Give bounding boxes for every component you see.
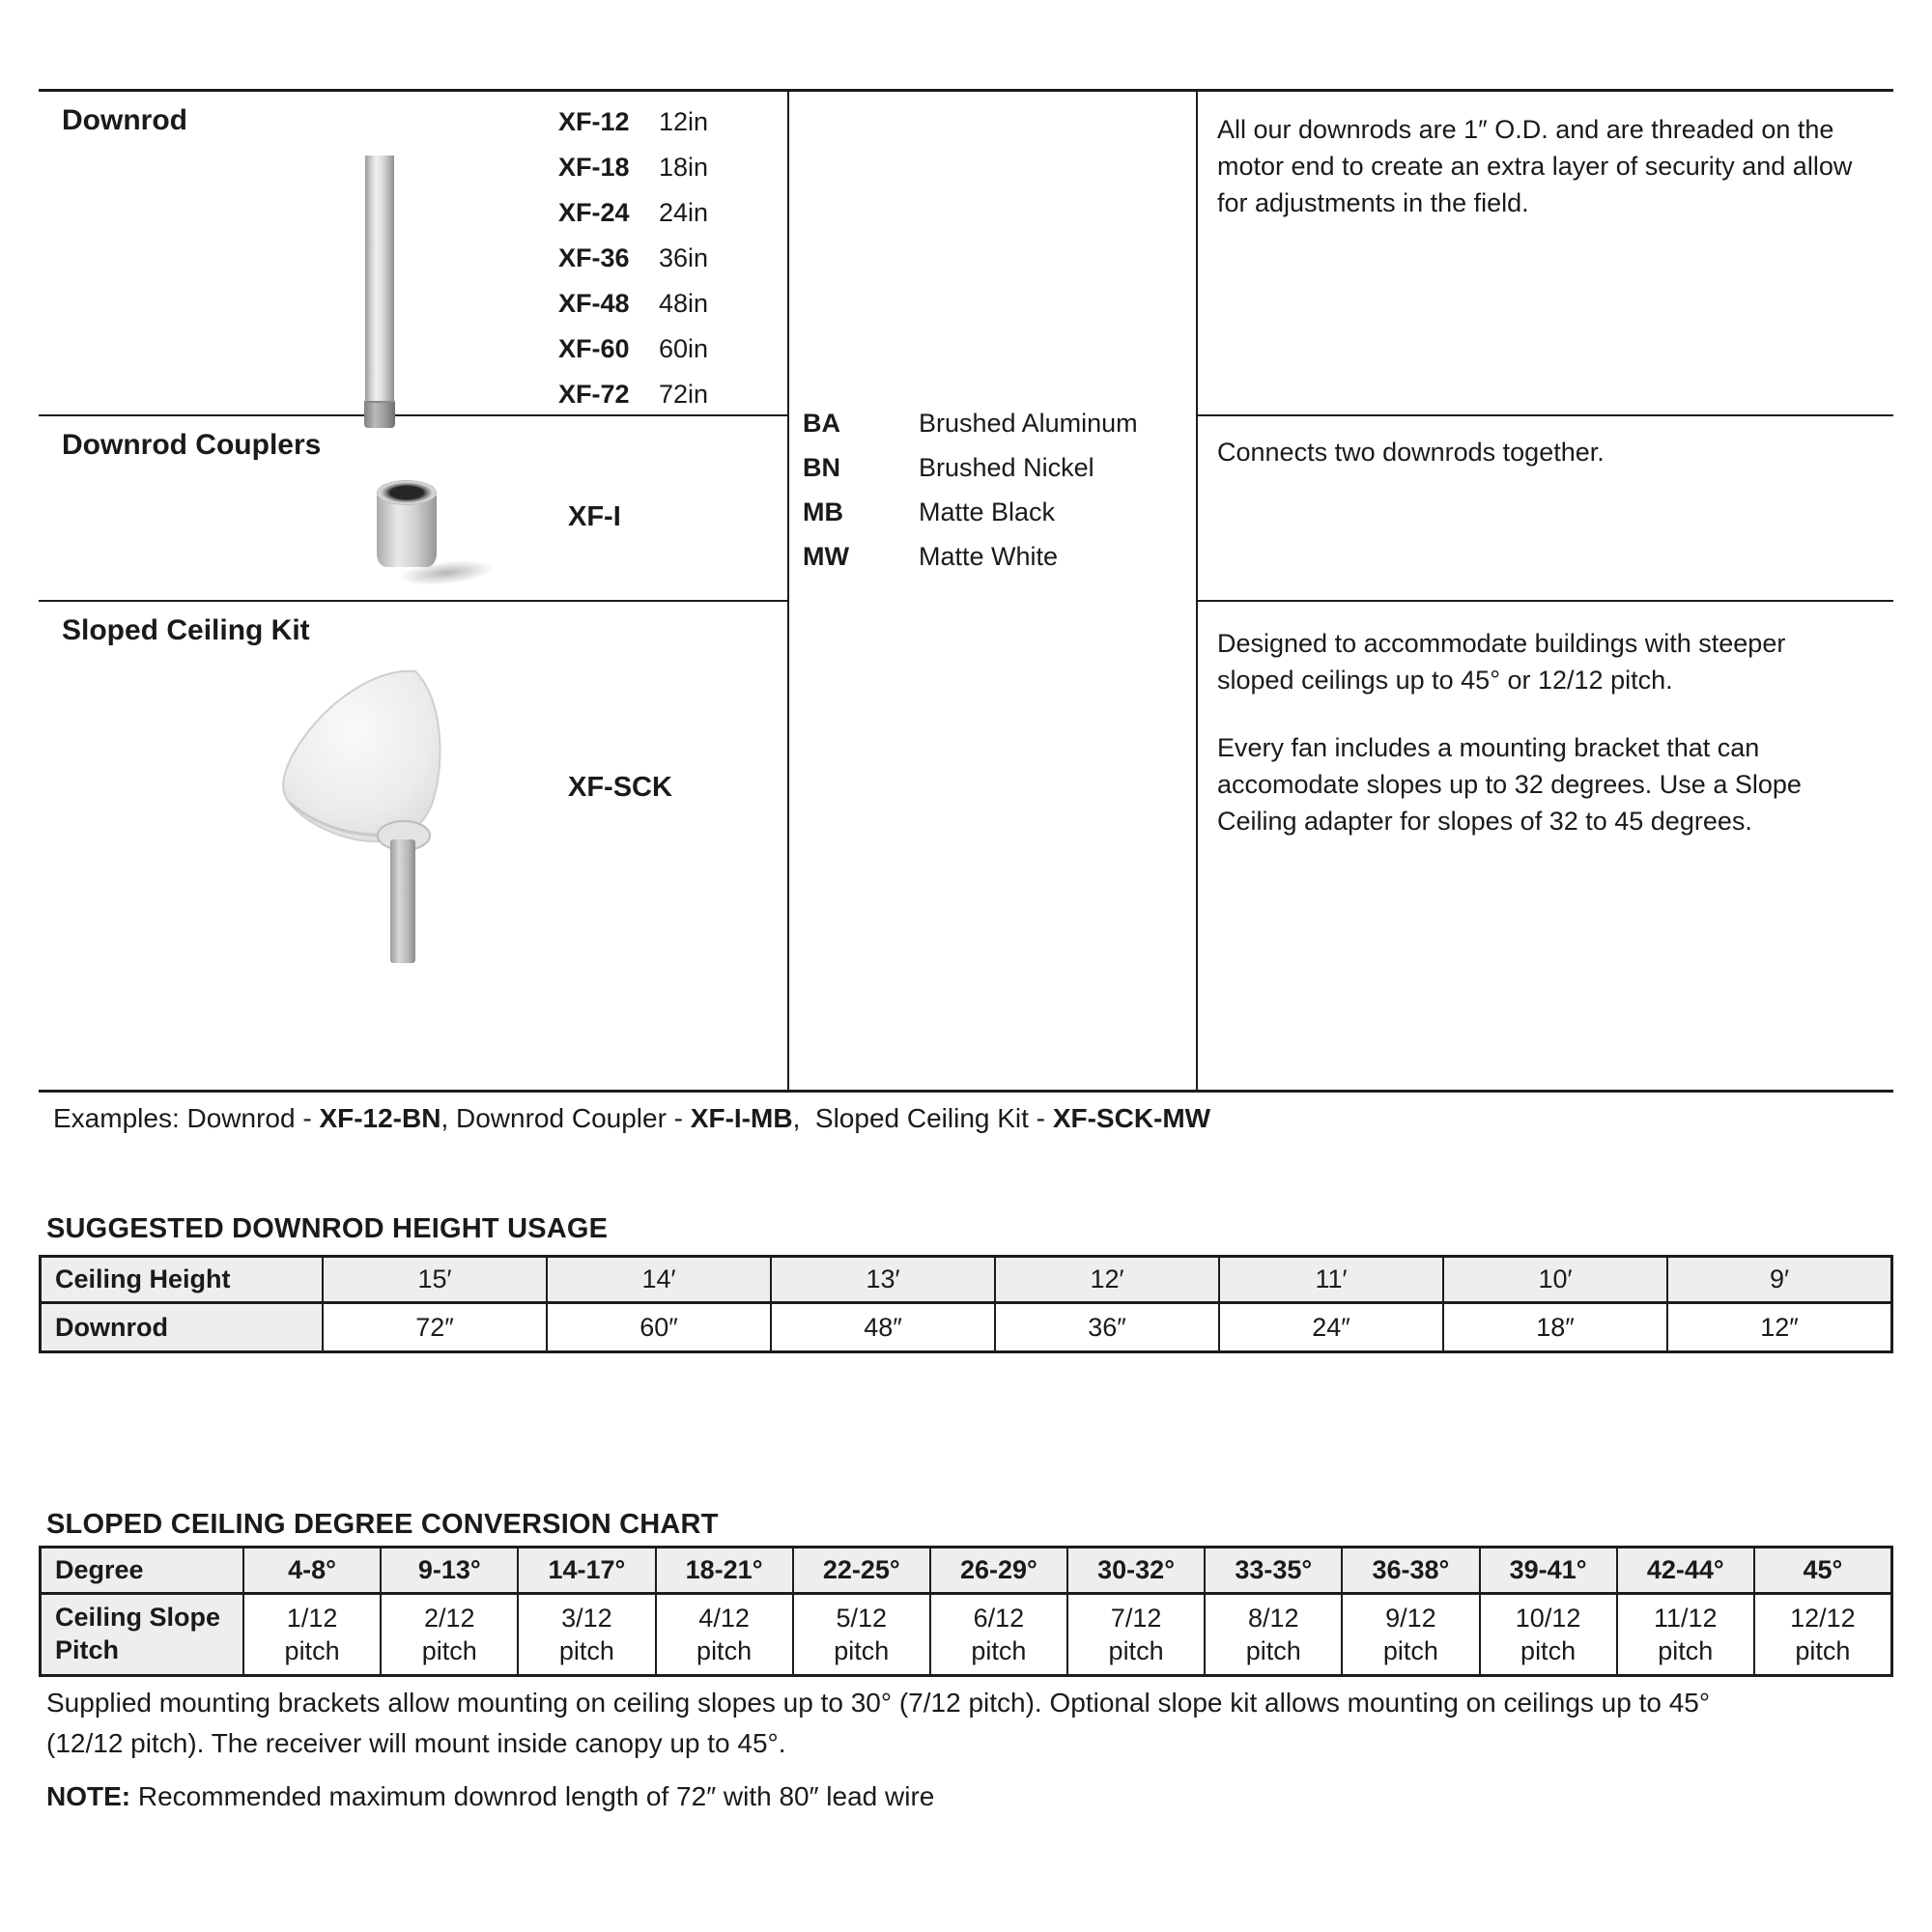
degree-range: 22-25° [792, 1548, 929, 1595]
pitch-cell [1616, 1595, 1753, 1674]
finish-code: BA [803, 409, 840, 438]
downrod-length-value: 60″ [546, 1304, 770, 1350]
pitch-word: pitch [834, 1636, 890, 1665]
mounting-note-paragraph [46, 1683, 1862, 1764]
note-text: Recommended maximum downrod length of 72″ with 80″ lead wire [137, 1781, 935, 1811]
model-row [558, 281, 740, 327]
example-code-coupler: XF-I-MB [690, 1103, 793, 1133]
pitch-value: 1/12 [286, 1604, 338, 1633]
model-row [558, 99, 740, 145]
pitch-word: pitch [971, 1636, 1027, 1665]
model-size: 60in [659, 334, 709, 363]
ceiling-height-value: 12′ [994, 1258, 1218, 1304]
model-size: 36in [659, 243, 709, 272]
model-code: XF-48 [558, 289, 630, 318]
section-title-sloped-ceiling-kit: Sloped Ceiling Kit [62, 614, 310, 646]
model-size: 48in [659, 289, 709, 318]
height-usage-table [39, 1255, 1893, 1353]
description-paragraph-1: Designed to accommodate buildings with steeper sloped ceilings up to 45° or 12/12 pitch. [1217, 629, 1786, 695]
pitch-word: pitch [1658, 1636, 1714, 1665]
finish-row [803, 445, 1196, 490]
model-size: 18in [659, 153, 709, 182]
pitch-cell [1479, 1595, 1616, 1674]
finish-name: Matte Black [919, 497, 1056, 526]
pitch-value: 9/12 [1385, 1604, 1436, 1633]
finish-name: Matte White [919, 542, 1059, 571]
model-row [558, 145, 740, 190]
pitch-value: 2/12 [423, 1604, 475, 1633]
pitch-word: pitch [421, 1636, 477, 1665]
example-code-downrod: XF-12-BN [319, 1103, 441, 1133]
mounting-note-line1: Supplied mounting brackets allow mounting on ceiling slopes up to 30° (7/12 pitch). Optional slope kit allows mounting on ceilings up to 45° [46, 1688, 1711, 1718]
catalog-table [39, 89, 1893, 1093]
ceiling-height-value: 10′ [1442, 1258, 1666, 1304]
examples-line [53, 1103, 1210, 1134]
pitch-label [42, 1595, 242, 1674]
downrod-length-value: 12″ [1666, 1304, 1890, 1350]
pitch-cell [929, 1595, 1066, 1674]
description-text: Connects two downrods together. [1217, 438, 1605, 467]
model-size: 12in [659, 107, 709, 136]
pitch-value: 8/12 [1247, 1604, 1299, 1633]
pitch-cell [517, 1595, 654, 1674]
model-code: XF-24 [558, 198, 630, 227]
finish-code: BN [803, 453, 840, 482]
degree-range: 4-8° [242, 1548, 380, 1595]
model-code: XF-72 [558, 380, 630, 409]
description-sloped-kit [1198, 602, 1893, 1090]
finish-row [803, 490, 1196, 534]
examples-separator: , Downrod Coupler - [440, 1103, 691, 1133]
degree-range: 9-13° [380, 1548, 517, 1595]
finish-row [803, 401, 1196, 445]
degree-range: 30-32° [1066, 1548, 1204, 1595]
model-row [558, 190, 740, 236]
finish-name: Brushed Aluminum [919, 409, 1138, 438]
downrod-length-label: Downrod [42, 1304, 322, 1350]
pitch-cell [655, 1595, 792, 1674]
model-code: XF-60 [558, 334, 630, 363]
pitch-value: 6/12 [973, 1604, 1025, 1633]
finish-code: MW [803, 542, 849, 571]
model-code: XF-36 [558, 243, 630, 272]
examples-separator: , Sloped Ceiling Kit - [792, 1103, 1053, 1133]
pitch-value: 7/12 [1110, 1604, 1162, 1633]
pitch-word: pitch [1245, 1636, 1301, 1665]
pitch-word: pitch [558, 1636, 614, 1665]
height-usage-heading: SUGGESTED DOWNROD HEIGHT USAGE [46, 1213, 609, 1244]
downrod-length-value: 48″ [770, 1304, 994, 1350]
finish-list [803, 401, 1196, 579]
finish-code: MB [803, 497, 843, 526]
pitch-word: pitch [1382, 1636, 1438, 1665]
pitch-cell [1066, 1595, 1204, 1674]
pitch-word: pitch [1520, 1636, 1577, 1665]
downrod-length-value: 36″ [994, 1304, 1218, 1350]
finish-row [803, 534, 1196, 579]
pitch-value: 5/12 [836, 1604, 888, 1633]
description-downrod [1198, 92, 1893, 416]
downrod-length-value: 18″ [1442, 1304, 1666, 1350]
ceiling-height-value: 9′ [1666, 1258, 1890, 1304]
description-paragraph-2: Every fan includes a mounting bracket that can accomodate slopes up to 32 degrees. Use a Slope Ceiling adapter for slopes of 32 to 45 degrees. [1217, 733, 1802, 836]
ceiling-height-value: 14′ [546, 1258, 770, 1304]
pitch-value: 11/12 [1653, 1604, 1718, 1633]
degree-label: Degree [42, 1548, 242, 1595]
pitch-cell [380, 1595, 517, 1674]
description-text: All our downrods are 1″ O.D. and are threaded on the motor end to create an extra layer of security and allow for adjustments in the field. [1217, 115, 1853, 217]
degree-range: 36-38° [1341, 1548, 1478, 1595]
degree-range: 18-21° [655, 1548, 792, 1595]
downrod-length-value: 24″ [1218, 1304, 1442, 1350]
degree-range: 42-44° [1616, 1548, 1753, 1595]
pitch-cell [792, 1595, 929, 1674]
model-row [558, 327, 740, 372]
examples-prefix: Examples: Downrod - [53, 1103, 320, 1133]
downrod-length-value: 72″ [322, 1304, 546, 1350]
sloped-ceiling-kit-product-image [270, 660, 473, 969]
pitch-value: 3/12 [561, 1604, 612, 1633]
description-coupler [1198, 416, 1893, 602]
model-row [558, 236, 740, 281]
model-code-sloped-kit: XF-SCK [568, 772, 672, 803]
degree-range: 14-17° [517, 1548, 654, 1595]
finish-name: Brushed Nickel [919, 453, 1094, 482]
model-size: 24in [659, 198, 709, 227]
pitch-word: pitch [1795, 1636, 1851, 1665]
note-label: NOTE: [46, 1781, 131, 1811]
downrod-product-image [365, 156, 394, 401]
pitch-cell [1341, 1595, 1478, 1674]
pitch-value: 12/12 [1790, 1604, 1856, 1633]
example-code-sloped-kit: XF-SCK-MW [1052, 1103, 1211, 1133]
finish-legend [787, 92, 1198, 1090]
pitch-word: pitch [284, 1636, 340, 1665]
degree-conversion-table [39, 1546, 1893, 1677]
pitch-cell [1753, 1595, 1890, 1674]
pitch-word: pitch [1108, 1636, 1164, 1665]
ceiling-height-value: 13′ [770, 1258, 994, 1304]
model-code: XF-12 [558, 107, 630, 136]
downrod-model-list [558, 99, 740, 417]
section-title-downrod: Downrod [62, 104, 187, 136]
pitch-value: 4/12 [698, 1604, 750, 1633]
mounting-note-line2: (12/12 pitch). The receiver will mount inside canopy up to 45°. [46, 1728, 786, 1758]
model-size: 72in [659, 380, 709, 409]
coupler-opening [377, 480, 437, 505]
pitch-value: 10/12 [1515, 1604, 1581, 1633]
note-line [46, 1781, 934, 1812]
section-downrod-couplers [39, 416, 787, 602]
ceiling-height-label: Ceiling Height [42, 1258, 322, 1304]
pitch-cell [242, 1595, 380, 1674]
degree-range: 26-29° [929, 1548, 1066, 1595]
section-downrod [39, 92, 787, 416]
ceiling-height-value: 11′ [1218, 1258, 1442, 1304]
degree-range: 39-41° [1479, 1548, 1616, 1595]
pitch-label-line2: Pitch [55, 1635, 120, 1664]
degree-range: 45° [1753, 1548, 1890, 1595]
degree-chart-heading: SLOPED CEILING DEGREE CONVERSION CHART [46, 1509, 719, 1540]
degree-range: 33-35° [1204, 1548, 1341, 1595]
section-title-downrod-couplers: Downrod Couplers [62, 429, 322, 461]
pitch-word: pitch [696, 1636, 753, 1665]
pitch-label-line1: Ceiling Slope [55, 1603, 221, 1632]
pitch-cell [1204, 1595, 1341, 1674]
ceiling-height-value: 15′ [322, 1258, 546, 1304]
section-sloped-ceiling-kit [39, 602, 787, 1090]
model-code-coupler: XF-I [568, 501, 621, 532]
model-row [558, 372, 740, 417]
model-code: XF-18 [558, 153, 630, 182]
